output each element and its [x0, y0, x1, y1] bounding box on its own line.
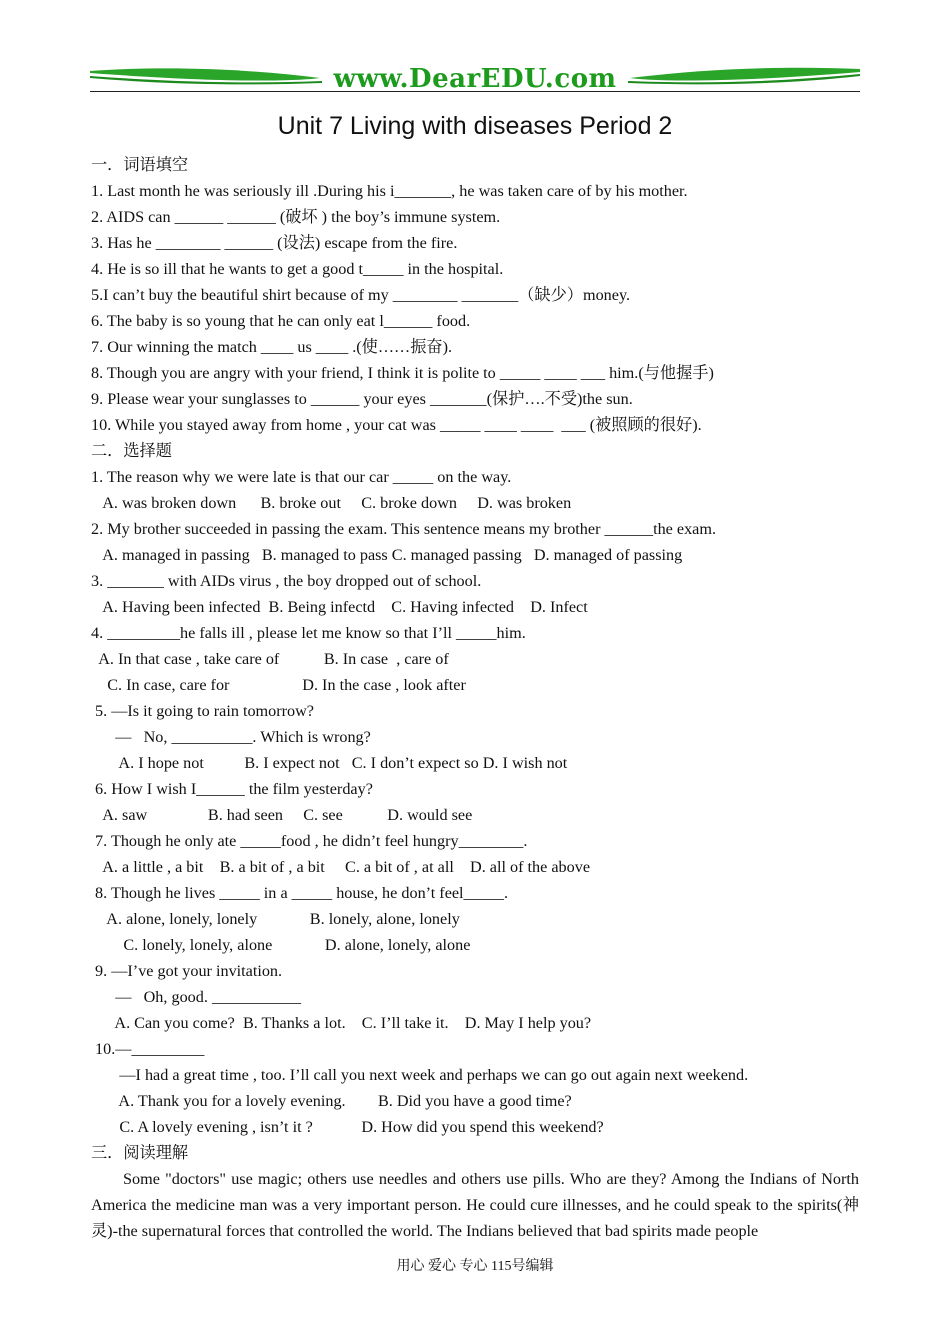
- vocab-line: 7. Our winning the match ____ us ____ .(使……振奋).: [91, 338, 453, 356]
- site-logo-text: www.DearEDU.com: [333, 64, 617, 94]
- reading-paragraph-text: Some "doctors" use magic; others use needles and others use pills. Who are they? Among the Indians of North America the medicine man was a very important person. He could cure illnesses, and he could speak to the spirits(神灵)-the supernatural forces that controlled the world. The Indians believed that bad spirits made people: [91, 1170, 859, 1240]
- choice-line: A. saw B. had seen C. see D. would see: [91, 806, 473, 824]
- worksheet-body: [91, 152, 859, 1166]
- choice-line: 4. _________he falls ill , please let me know so that I’ll _____him.: [91, 624, 526, 642]
- choice-line: 10.—_________: [91, 1040, 205, 1058]
- page-title: Unit 7 Living with diseases Period 2: [277, 112, 673, 140]
- choice-line: A. was broken down B. broke out C. broke down D. was broken: [91, 494, 572, 512]
- choice-line: A. managed in passing B. managed to pass C. managed passing D. managed of passing: [91, 546, 683, 564]
- choice-line: C. lonely, lonely, alone D. alone, lonely, alone: [91, 936, 471, 954]
- section-heading-multiple-choice: 二．选择题: [91, 442, 172, 460]
- choice-line: 8. Though he lives _____ in a _____ house, he don’t feel_____.: [91, 884, 509, 902]
- choice-line: A. Can you come? B. Thanks a lot. C. I’ll take it. D. May I help you?: [91, 1014, 592, 1032]
- page-footer: 用心 爱心 专心 115号编辑: [396, 1259, 554, 1274]
- choice-line: A. In that case , take care of B. In case , care of: [91, 650, 449, 668]
- vocab-line: 4. He is so ill that he wants to get a good t_____ in the hospital.: [91, 260, 504, 278]
- vocab-line: 10. While you stayed away from home , your cat was _____ ____ ____ ___ (被照顾的很好).: [91, 416, 702, 434]
- vocab-line: 2. AIDS can ______ ______ (破坏 ) the boy’s immune system.: [91, 208, 501, 226]
- choice-line: 1. The reason why we were late is that our car _____ on the way.: [91, 468, 512, 486]
- choice-line: — Oh, good. ___________: [91, 988, 301, 1006]
- choice-line: C. In case, care for D. In the case , look after: [91, 676, 466, 694]
- choice-line: A. Thank you for a lovely evening. B. Did you have a good time?: [91, 1092, 572, 1110]
- choice-line: A. alone, lonely, lonely B. lonely, alone, lonely: [91, 910, 460, 928]
- choice-line: 7. Though he only ate _____food , he didn’t feel hungry________.: [91, 832, 528, 850]
- section-heading-vocabulary: 一．词语填空: [91, 156, 189, 174]
- vocab-line: 8. Though you are angry with your friend, I think it is polite to _____ ____ ___ him.(与他握手): [91, 364, 714, 382]
- vocab-line: 1. Last month he was seriously ill .During his i_______, he was taken care of by his mother.: [91, 182, 688, 200]
- choice-line: A. I hope not B. I expect not C. I don’t expect so D. I wish not: [91, 754, 568, 772]
- choice-line: —I had a great time , too. I’ll call you next week and perhaps we can go out again next weekend.: [91, 1066, 749, 1084]
- reading-passage: [91, 1166, 859, 1244]
- choice-line: 5. —Is it going to rain tomorrow?: [91, 702, 314, 720]
- section-heading-reading: 三．阅读理解: [91, 1144, 189, 1162]
- choice-line: A. Having been infected B. Being infectd C. Having infected D. Infect: [91, 598, 588, 616]
- choice-line: 3. _______ with AIDs virus , the boy dropped out of school.: [91, 572, 482, 590]
- reading-paragraph: [91, 1166, 859, 1244]
- vocab-line: 5.I can’t buy the beautiful shirt because of my ________ _______（缺少）money.: [91, 286, 631, 304]
- vocab-line: 6. The baby is so young that he can only eat l______ food.: [91, 312, 471, 330]
- choice-line: — No, __________. Which is wrong?: [91, 728, 371, 746]
- choice-line: 2. My brother succeeded in passing the exam. This sentence means my brother ______the exam.: [91, 520, 716, 538]
- choice-line: C. A lovely evening , isn’t it ? D. How did you spend this weekend?: [91, 1118, 604, 1136]
- vocab-line: 9. Please wear your sunglasses to ______ your eyes _______(保护….不受)the sun.: [91, 390, 633, 408]
- choice-line: 9. —I’ve got your invitation.: [91, 962, 283, 980]
- choice-line: A. a little , a bit B. a bit of , a bit C. a bit of , at all D. all of the above: [91, 858, 591, 876]
- header-rule: [90, 91, 860, 92]
- vocab-line: 3. Has he ________ ______ (设法) escape from the fire.: [91, 234, 458, 252]
- choice-line: 6. How I wish I______ the film yesterday?: [91, 780, 373, 798]
